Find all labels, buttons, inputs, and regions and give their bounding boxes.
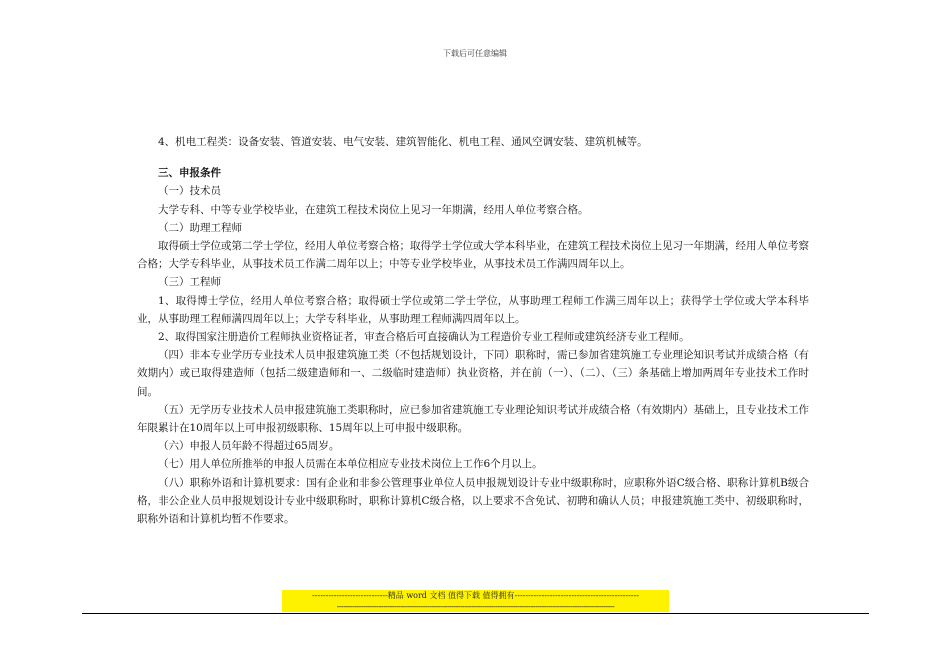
paragraph: （七）用人单位所推举的申报人员需在本单位相应专业技术岗位上工作6个月以上。 <box>158 458 543 471</box>
footer-banner-line1: ----------------------------精品 word 文档 值得下载 值得拥有---------------------------------------------- <box>312 591 639 600</box>
paragraph: （四）非本专业学历专业技术人员申报建筑施工类（不包括规划设计，下同）职称时，需已参加省建筑施工专业理论知识考试并成绩合格（有效期内）或已取得建造师（包括二级建造师和一、二级临时建造师）执业资格，并在前（一）、（二）、（三）条基础上增加两周年专业技术工作时间。 <box>137 349 809 398</box>
paragraph: 大学专科、中等专业学校毕业，在建筑工程技术岗位上见习一年期满，经用人单位考察合格。 <box>158 203 589 216</box>
intro-item: 4、机电工程类：设备安装、管道安装、电气安装、建筑智能化、机电工程、通风空调安装、建筑机械等。 <box>158 136 648 148</box>
document-body <box>137 133 809 528</box>
paragraph: 2、取得国家注册造价工程师执业资格证者，审查合格后可直接确认为工程造价专业工程师或建筑经济专业工程师。 <box>158 331 690 344</box>
header-note: 下载后可任意编辑 <box>443 49 507 58</box>
subheading-engineer: （三）工程师 <box>158 276 221 289</box>
footer-banner-line2: ------------------------------------------------------------------------------------------------------------------------------ <box>336 602 615 611</box>
paragraph: （五）无学历专业技术人员申报建筑施工类职称时，应已参加省建筑施工专业理论知识考试并成绩合格（有效期内）基础上，且专业技术工作年限累计在10周年以上可申报初级职称、15周年以上可申报中级职称。 <box>137 403 809 435</box>
paragraph: （八）职称外语和计算机要求：国有企业和非参公管理事业单位人员申报规划设计专业中级职称时，应职称外语C级合格、职称计算机B级合格，非公企业人员申报规划设计专业中级职称时，职称计算机C级合格，以上要求不含免试、初聘和确认人员；申报建筑施工类中、初级职称时，职称外语和计算机均暂不作要求。 <box>137 476 809 526</box>
footer-rule <box>82 613 869 614</box>
subheading-assistant-engineer: （二）助理工程师 <box>158 221 242 234</box>
spacer <box>137 151 809 164</box>
paragraph: 取得硕士学位或第二学士学位，经用人单位考察合格；取得学士学位或大学本科毕业，在建筑工程技术岗位上见习一年期满，经用人单位考察合格；大学专科毕业，从事技术员工作满二周年以上；中等专业学校毕业，从事技术员工作满四周年以上。 <box>137 240 809 271</box>
subheading-technician: （一）技术员 <box>158 185 221 198</box>
footer-banner <box>282 590 669 612</box>
paragraph: （六）申报人员年龄不得超过65周岁。 <box>158 440 340 453</box>
section-title: 三、申报条件 <box>158 167 221 180</box>
paragraph: 1、取得博士学位，经用人单位考察合格；取得硕士学位或第二学士学位，从事助理工程师工作满三周年以上；获得学士学位或大学本科毕业，从事助理工程师满四周年以上；大学专科毕业，从事助理工程师满四周年以上。 <box>137 294 809 325</box>
